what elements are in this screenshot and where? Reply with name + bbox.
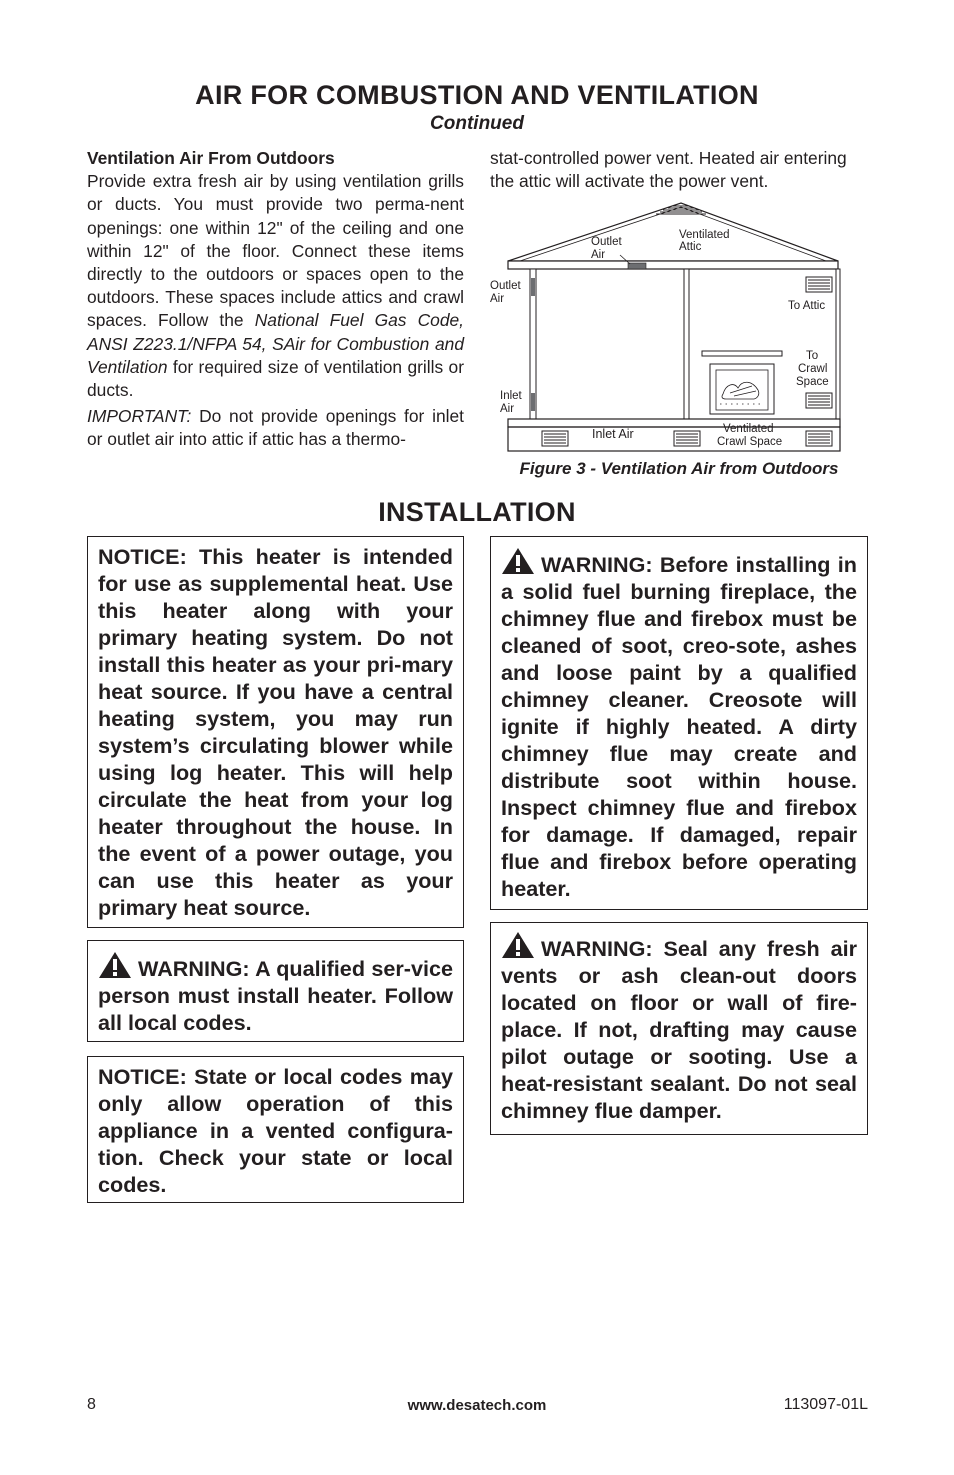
label-outlet-air-top: Air xyxy=(591,249,606,261)
ceiling xyxy=(508,261,838,269)
notice-text: NOTICE: State or local codes may only allow operation of this appliance in a vented configura-tion. Check your state or local codes. xyxy=(98,1064,453,1197)
left-outlet-vent xyxy=(531,278,535,296)
crawl-vent-right xyxy=(806,431,832,446)
mantel xyxy=(702,351,782,356)
label-inlet-air-bottom: Inlet Air xyxy=(592,427,634,441)
section-title-installation: INSTALLATION xyxy=(378,497,576,527)
label-to-crawl-space: Crawl xyxy=(798,363,828,375)
vent-to-crawl-space xyxy=(806,393,832,408)
label-to-crawl-space: Space xyxy=(796,376,829,388)
document-number: 113097-01L xyxy=(783,1396,868,1413)
warning-text: WARNING: A qualified ser-vice person must install heater. Follow all local codes. xyxy=(98,956,453,1035)
crawl-vent-middle xyxy=(674,431,700,446)
section-subtitle-continued: Continued xyxy=(430,113,524,134)
warning-triangle-icon xyxy=(501,547,535,575)
warning-triangle-icon xyxy=(501,931,535,959)
continued-paragraph: stat-controlled power vent. Heated air entering the attic will activate the power vent. xyxy=(490,148,847,192)
notice-vented-configuration xyxy=(87,1056,464,1203)
right-wall xyxy=(836,269,840,419)
ventilation-heading: Ventilation Air From Outdoors xyxy=(87,148,335,168)
fireplace xyxy=(710,364,774,414)
label-ventilated-crawl-space: Crawl Space xyxy=(717,436,783,448)
label-ventilated-attic: Ventilated xyxy=(679,229,730,241)
important-text: Do not provide openings for inlet or outlet air into attic if attic has a thermo- xyxy=(87,406,464,450)
label-to-attic: To Attic xyxy=(788,300,826,312)
vent-to-attic xyxy=(806,277,832,292)
warning-qualified-installer xyxy=(87,940,464,1042)
roof-inner xyxy=(520,207,826,261)
label-outlet-air-top: Outlet xyxy=(591,236,622,248)
label-inlet-air-left: Air xyxy=(500,403,515,415)
label-ventilated-crawl-space: Ventilated xyxy=(723,423,774,435)
warning-chimney-cleaning xyxy=(490,536,868,910)
interior-wall xyxy=(684,269,689,419)
ventilation-text-left xyxy=(87,147,464,452)
ventilation-diagram xyxy=(490,198,868,454)
ventilation-text-right xyxy=(490,147,868,193)
website-url: www.desatech.com xyxy=(407,1397,547,1414)
paragraph-text: for required size of ventilation grills or ducts. xyxy=(87,356,464,401)
ceiling-outlet-vent xyxy=(628,263,646,269)
label-ventilated-attic: Attic xyxy=(679,241,702,253)
paragraph-text: Provide extra fresh air by using ventilation grills or ducts. You must provide two perma-nent openings: one within 12" of the ceiling and one within 12" of the floor. Connect these items directly to the outdoors or spaces open to the outdoors. These spaces include attics and crawl spaces. Follow the xyxy=(87,171,464,331)
warning-text: WARNING: Seal any fresh air vents or ash clean-out doors located on floor or wall of fire-place. If not, drafting may cause pilot outage or sooting. Use a heat-resistant sealant. Do not seal chimney flue damper. xyxy=(501,936,857,1123)
warning-seal-vents xyxy=(490,922,868,1135)
left-inlet-vent xyxy=(531,393,535,411)
label-to-crawl-space: To xyxy=(806,350,819,362)
crawl-vent-left xyxy=(542,431,568,446)
label-outlet-air-left: Outlet xyxy=(490,280,521,292)
ventilation-paragraph xyxy=(87,170,464,402)
label-outlet-air-left: Air xyxy=(490,293,505,305)
figure-caption: Figure 3 - Ventilation Air from Outdoors xyxy=(519,459,839,478)
label-inlet-air-left: Inlet xyxy=(500,390,522,402)
important-paragraph xyxy=(87,405,464,451)
floor xyxy=(508,419,840,427)
notice-supplemental-heat xyxy=(87,536,464,928)
important-label: IMPORTANT: xyxy=(87,406,192,427)
warning-triangle-icon xyxy=(98,951,132,979)
section-title-air-combustion: AIR FOR COMBUSTION AND VENTILATION xyxy=(195,80,759,110)
notice-text: NOTICE: This heater is intended for use as supplemental heat. Use this heater along with your primary heating system. Do not install this heater as your pri-mary heat source. If you have a central heating system, you may run system’s circulating blower while using log heater. This will help circulate the heat from your log heater throughout the house. In the event of a power outage, you can use this heater as your primary heat source. xyxy=(98,544,453,920)
warning-text: WARNING: Before installing in a solid fuel burning fireplace, the chimney flue and firebox must be cleaned of soot, creo-sote, ashes and loose paint by a qualified chimney cleaner. Creosote will ignite if highly heated. A dirty chimney flue may create and distribute soot within house. Inspect chimney flue and firebox for damage. If damaged, repair flue and firebox before operating heater. xyxy=(501,552,857,901)
page-number: 8 xyxy=(87,1396,96,1413)
code-reference: National Fuel Gas Code, ANSI Z223.1/NFPA 54, SAir for Combustion and Ventilation xyxy=(87,310,465,377)
